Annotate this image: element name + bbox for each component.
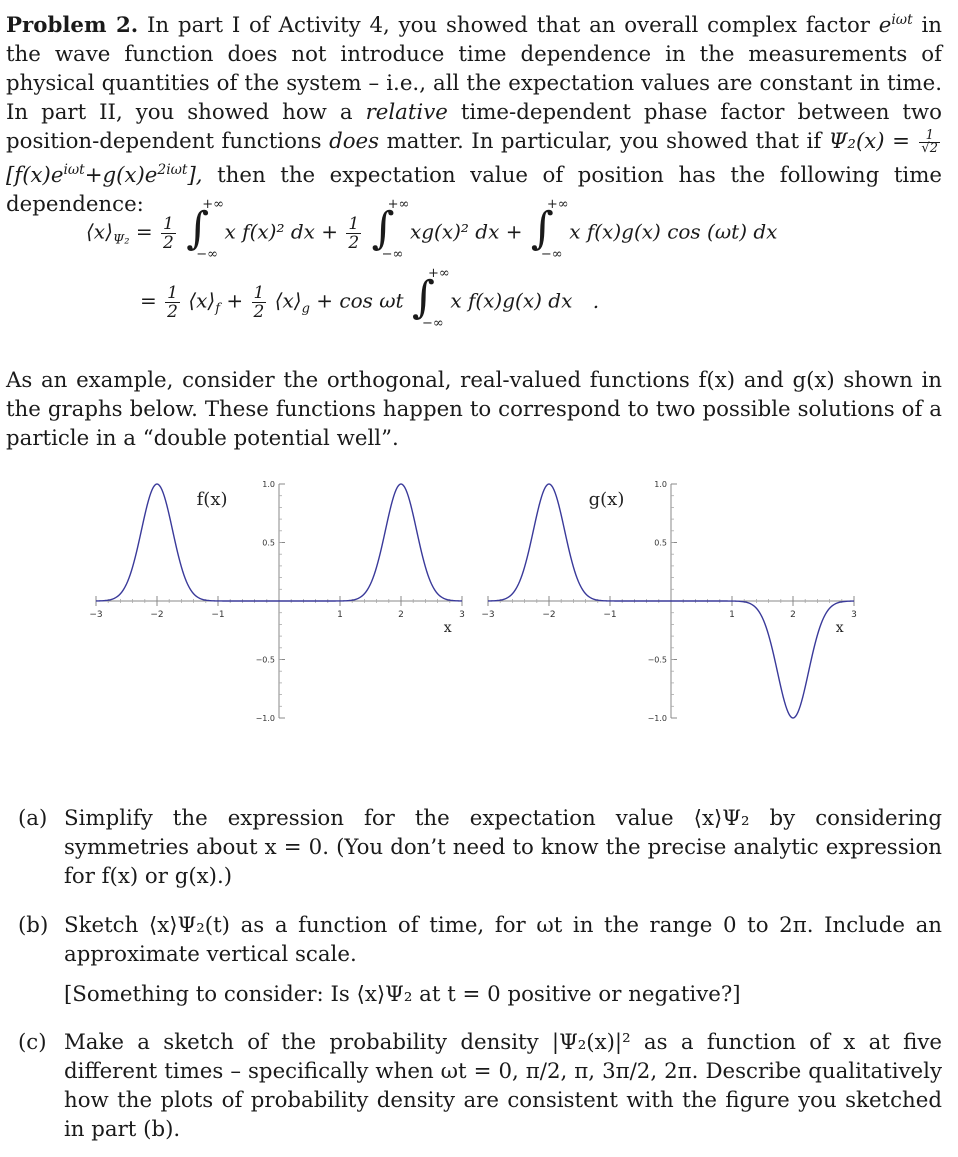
part-c-label: (c) (18, 1030, 47, 1055)
part-b (18, 911, 942, 969)
function-label: f(x) (196, 489, 228, 511)
x-tick-label: −1 (211, 610, 225, 620)
psi-definition: Ψ₂(x) = $\frac{1}{√2}$ $[f(x)e^{i\omega t}+g(x)e^{2i\omega t}]$, (6, 128, 938, 189)
x-tick-label: −1 (603, 610, 617, 620)
f-graph (86, 478, 476, 723)
x-axis-label: x (443, 620, 452, 636)
example-paragraph: As an example, consider the orthogonal, real-valued functions f(x) and g(x) shown in the graphs below. These functions happen to correspond to two possible solutions of a particle in a “double potential well”. (6, 368, 942, 451)
x-tick-label: 2 (398, 610, 404, 620)
intro-text-5: then the expectation value of position has the following time dependence: (6, 163, 942, 218)
problem-heading: Problem 2. (6, 13, 139, 39)
x-tick-label: 2 (790, 610, 796, 620)
x-tick-label: 3 (851, 610, 857, 620)
part-a (18, 804, 942, 891)
x-axis-label: x (835, 620, 844, 636)
integral-sign: ∫ +∞ −∞ (371, 197, 410, 262)
intro-text-3: time-dependent phase factor between two position-dependent functions (6, 100, 942, 155)
y-tick-label: −0.5 (647, 655, 667, 665)
integral-sign: ∫ +∞ −∞ (411, 266, 450, 331)
equation-line-2: = $\frac{1}{2}$ $⟨x⟩_f$ + $\frac{1}{2}$ $⟨x⟩_g + \cos \omega t$ ∫ +∞ −∞ x f(x)g(x) dx . (140, 266, 600, 331)
x-tick-label: 1 (337, 610, 343, 620)
part-b-text: Sketch ⟨x⟩Ψ₂(t) as a function of time, for ωt in the range 0 to 2π. Include an approximate vertical scale. (64, 913, 942, 967)
part-b-note: [Something to consider: Is ⟨x⟩Ψ₂ at t = 0 positive or negative?] (64, 982, 741, 1007)
g-graph (478, 478, 868, 723)
equation-line-1: $⟨x⟩_{\Psi_2}$ = $\frac{1}{2}$ ∫ +∞ −∞ x f(x)² dx + $\frac{1}{2}$ ∫ +∞ −∞ xg(x)² dx + ∫ +∞ −∞ x f(x)g(x) cos (ωt) dx (86, 197, 778, 262)
y-tick-label: −1.0 (255, 714, 275, 723)
integral-sign: ∫ +∞ −∞ (530, 197, 569, 262)
intro-text-2: in the wave function does not introduce time dependence in the measurements of physical quantities of the system – i.e., all the expectation values are constant in time. In part II, you showed how a (6, 13, 942, 126)
y-tick-label: 1.0 (262, 480, 275, 489)
y-tick-label: −0.5 (255, 655, 275, 665)
intro-text-1: In part I of Activity 4, you showed that an overall complex factor (147, 13, 870, 39)
x-tick-label: −2 (542, 610, 556, 620)
function-label: g(x) (588, 489, 625, 511)
x-tick-label: −3 (89, 610, 103, 620)
integral-sign: ∫ +∞ −∞ (186, 197, 224, 262)
y-tick-label: 0.5 (654, 538, 667, 548)
x-tick-label: 3 (459, 610, 465, 620)
intro-relative: relative (365, 100, 448, 126)
part-a-label: (a) (18, 806, 48, 831)
phase-factor: $e^{i\omega t}$ (878, 12, 913, 39)
intro-text-4: matter. In particular, you showed that if (386, 129, 822, 155)
x-tick-label: −2 (150, 610, 164, 620)
part-c (18, 1028, 942, 1144)
x-tick-label: −3 (481, 610, 495, 620)
part-a-text: Simplify the expression for the expectation value ⟨x⟩Ψ₂ by considering symmetries about x = 0. (You don’t need to know the precise analytic expression for f(x) or g(x).) (64, 806, 942, 889)
problem-intro (6, 6, 942, 219)
y-tick-label: 1.0 (654, 480, 667, 489)
part-b-label: (b) (18, 913, 49, 938)
intro-does: does (329, 129, 380, 155)
x-tick-label: 1 (729, 610, 735, 620)
part-b-note-row (18, 980, 942, 1009)
y-tick-label: 0.5 (262, 538, 275, 548)
part-c-text: Make a sketch of the probability density |Ψ₂(x)|² as a function of x at five different times – specifically when ωt = 0, π/2, π, 3π/2, 2π. Describe qualitatively how the plots of probability density are consistent with the figure you sketched in part (b). (64, 1030, 942, 1142)
y-tick-label: −1.0 (647, 714, 667, 723)
